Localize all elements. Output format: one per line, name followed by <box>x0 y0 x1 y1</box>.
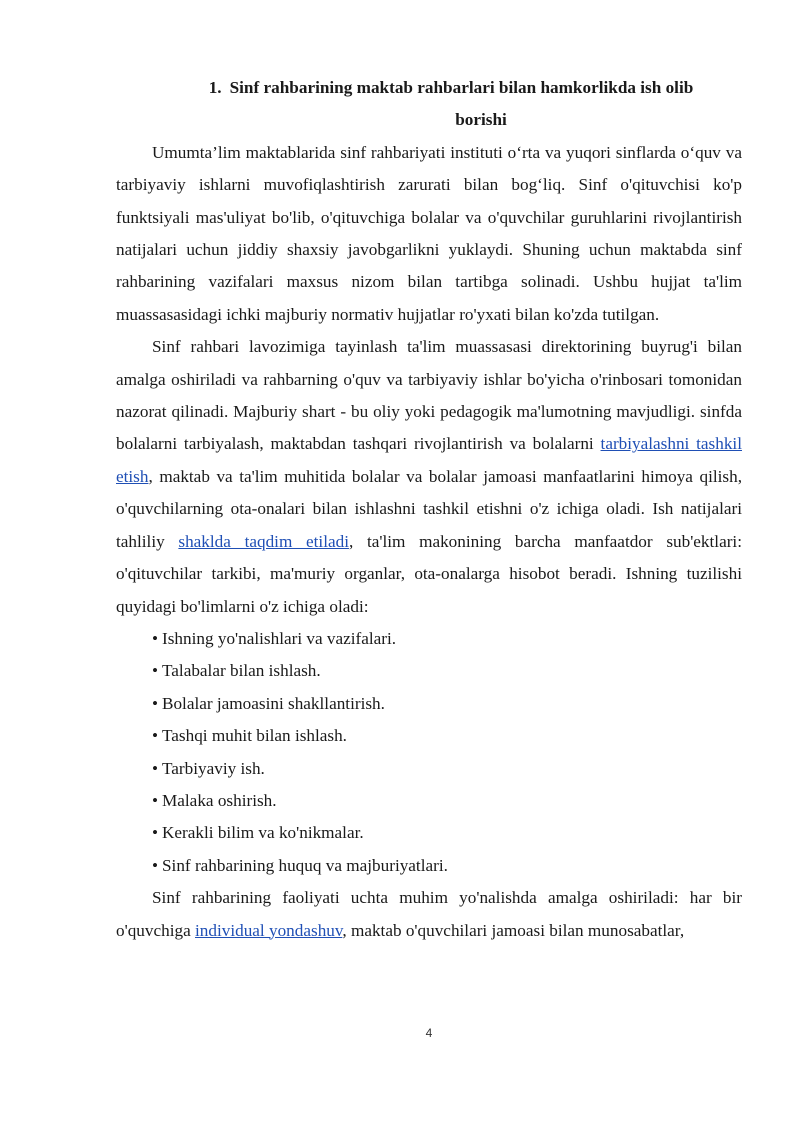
paragraph-appointment-text-2: , maktab va ta'lim muhitida bolalar va bolalar jamoasi manfaatlarini himoya qilish, o'quvchilarning ota-onalari bilan ishlashni tashkil etishni o'z ichiga oladi. Ish natijalari tahliliy <box>116 466 742 551</box>
list-item <box>152 850 742 882</box>
bullet-dot: • <box>152 628 159 648</box>
bullet-dot: • <box>152 790 159 810</box>
list-item <box>152 785 742 817</box>
list-item-text: Malaka oshirish. <box>162 790 277 810</box>
section-heading-line2: borishi <box>455 110 507 130</box>
list-item-text: Ishning yo'nalishlari va vazifalari. <box>162 628 397 648</box>
list-item-text: Tashqi muhit bilan ishlash. <box>162 726 347 746</box>
bullet-dot: • <box>152 823 159 843</box>
bullet-dot: • <box>152 693 159 713</box>
paragraph-activity <box>116 882 742 947</box>
bullet-dot: • <box>152 726 159 746</box>
document-page <box>116 72 742 947</box>
list-item-text: Talabalar bilan ishlash. <box>162 661 321 681</box>
bullet-list <box>116 623 742 882</box>
list-item <box>152 688 742 720</box>
list-item-text: Bolalar jamoasini shakllantirish. <box>162 693 385 713</box>
link-individual-yondashuv[interactable]: individual yondashuv <box>195 920 343 940</box>
list-item-text: Kerakli bilim va ko'nikmalar. <box>162 823 364 843</box>
list-item-text: Tarbiyaviy ish. <box>162 758 265 778</box>
page-number: 4 <box>425 1026 433 1040</box>
paragraph-activity-text-2: , maktab o'quvchilari jamoasi bilan munosabatlar, <box>342 920 685 940</box>
paragraph-intro: Umumta’lim maktablarida sinf rahbariyati instituti o‘rta va yuqori sinflarda o‘quv va tarbiyaviy ishlarni muvofiqlashtirish zarurati bilan bog‘liq. Sinf o'qituvchisi ko'p funktsiyali mas'uliyat bo'lib, o'qituvchiga bolalar va o'quvchilar guruhlarini rivojlantirish natijalari uchun jiddiy shaxsiy javobgarlikni yuklaydi. Shuning uchun maktabda sinf rahbarining vazifalari maxsus nizom bilan tartibga solinadi. Ushbu hujjat ta'lim muassasasidagi ichki majburiy normativ hujjatlar ro'yxati bilan ko'zda tutilgan. <box>116 142 742 324</box>
paragraph-appointment-text-1: Sinf rahbari lavozimiga tayinlash ta'lim muassasasi direktorining buyrug'i bilan amalga oshiriladi va rahbarning o'quv va tarbiyaviy ishlar bo'yicha o'rinbosari tomonidan nazorat qilinadi. Majburiy shart - bu oliy yoki pedagogik ma'lumotning mavjudligi. sinfda bolalarni tarbiyalash, maktabdan tashqari rivojlantirish va bolalarni <box>116 337 742 454</box>
list-item <box>152 720 742 752</box>
link-shaklda-taqdim-etiladi[interactable]: shaklda taqdim etiladi <box>178 531 349 551</box>
list-item <box>152 817 742 849</box>
list-item-text: Sinf rahbarining huquq va majburiyatlari. <box>162 855 448 875</box>
section-heading-line1: Sinf rahbarining maktab rahbarlari bilan hamkorlikda ish olib <box>229 78 694 97</box>
bullet-dot: • <box>152 661 159 681</box>
list-item <box>152 655 742 687</box>
link-tarbiyalashni-tashkil-etish[interactable]: tarbiyalashni tashkil etish <box>116 434 742 486</box>
list-item <box>152 753 742 785</box>
bullet-dot: • <box>152 855 159 875</box>
bullet-dot: • <box>152 758 159 778</box>
paragraph-appointment-text-3: , ta'lim makonining barcha manfaatdor sub'ektlari: o'qituvchilar tarkibi, ma'muriy organlar, ota-onalarga hisobot beradi. Ishning tuzilishi quyidagi bo'limlarni o'z ichiga oladi: <box>116 531 742 616</box>
section-number: 1. <box>208 78 222 97</box>
paragraph-activity-text-1: Sinf rahbarining faoliyati uchta muhim yo'nalishda amalga oshiriladi: har bir o'quvchiga <box>116 888 742 940</box>
section-heading <box>116 72 742 137</box>
list-item <box>152 623 742 655</box>
paragraph-appointment <box>116 331 742 623</box>
